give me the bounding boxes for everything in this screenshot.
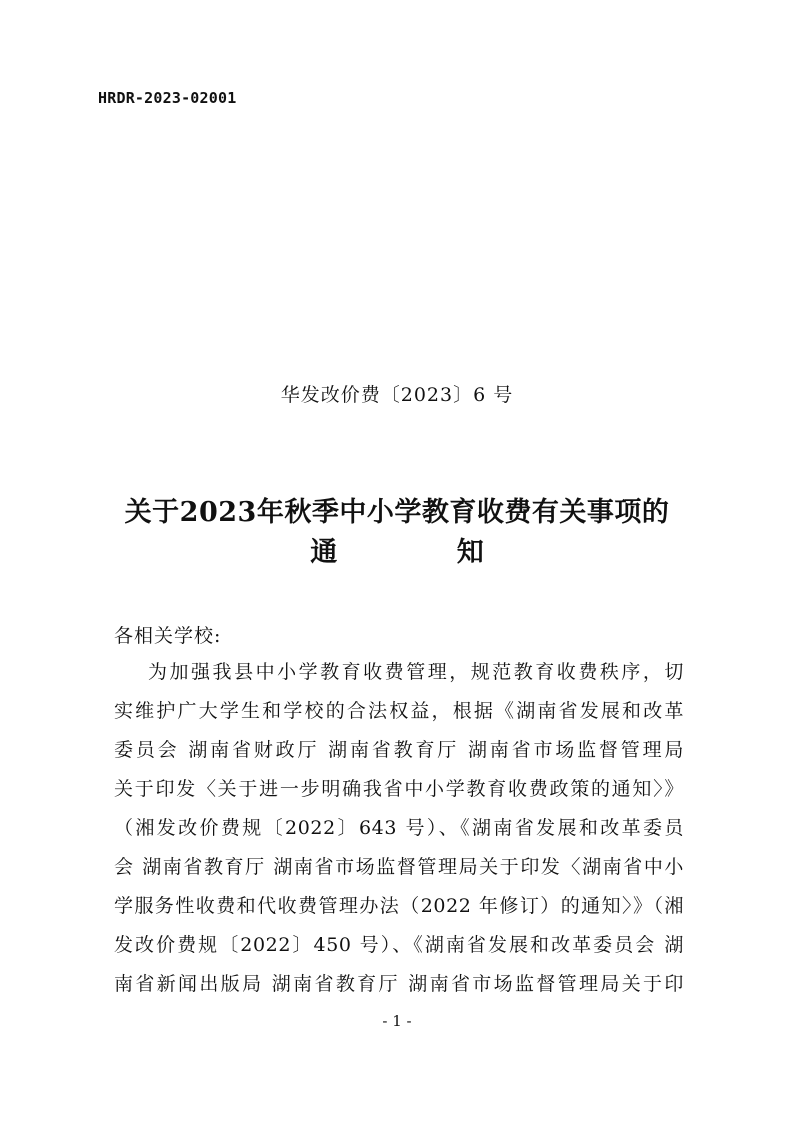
body-paragraph-line: （湘发改价费规〔2022〕643 号）、《湖南省发展和改革委员 xyxy=(114,817,684,839)
document-title-line-2: 通 知 xyxy=(310,537,484,568)
body-paragraph-line: 会 湖南省教育厅 湖南省市场监督管理局关于印发〈湖南省中小 xyxy=(114,856,684,878)
body-paragraph-line: 学服务性收费和代收费管理办法（2022 年修订）的通知〉》（湘 xyxy=(114,895,684,917)
body-paragraph-line: 委员会 湖南省财政厅 湖南省教育厅 湖南省市场监督管理局 xyxy=(114,739,684,761)
body-paragraph-line: 南省新闻出版局 湖南省教育厅 湖南省市场监督管理局关于印 xyxy=(114,973,684,995)
document-title-line-1: 关于2023年秋季中小学教育收费有关事项的 xyxy=(124,497,670,528)
page-number: - 1 - xyxy=(382,1012,412,1030)
body-paragraph-line: 发改价费规〔2022〕450 号）、《湖南省发展和改革委员会 湖 xyxy=(114,934,684,956)
document-number: 华发改价费〔2023〕6 号 xyxy=(280,384,514,406)
salutation: 各相关学校: xyxy=(114,625,222,647)
body-paragraph-line: 为加强我县中小学教育收费管理，规范教育收费秩序，切 xyxy=(148,661,684,683)
document-code: HRDR-2023-02001 xyxy=(98,89,237,107)
body-paragraph-line: 关于印发〈关于进一步明确我省中小学教育收费政策的通知〉》 xyxy=(114,778,684,800)
body-paragraph-line: 实维护广大学生和学校的合法权益，根据《湖南省发展和改革 xyxy=(114,700,684,722)
